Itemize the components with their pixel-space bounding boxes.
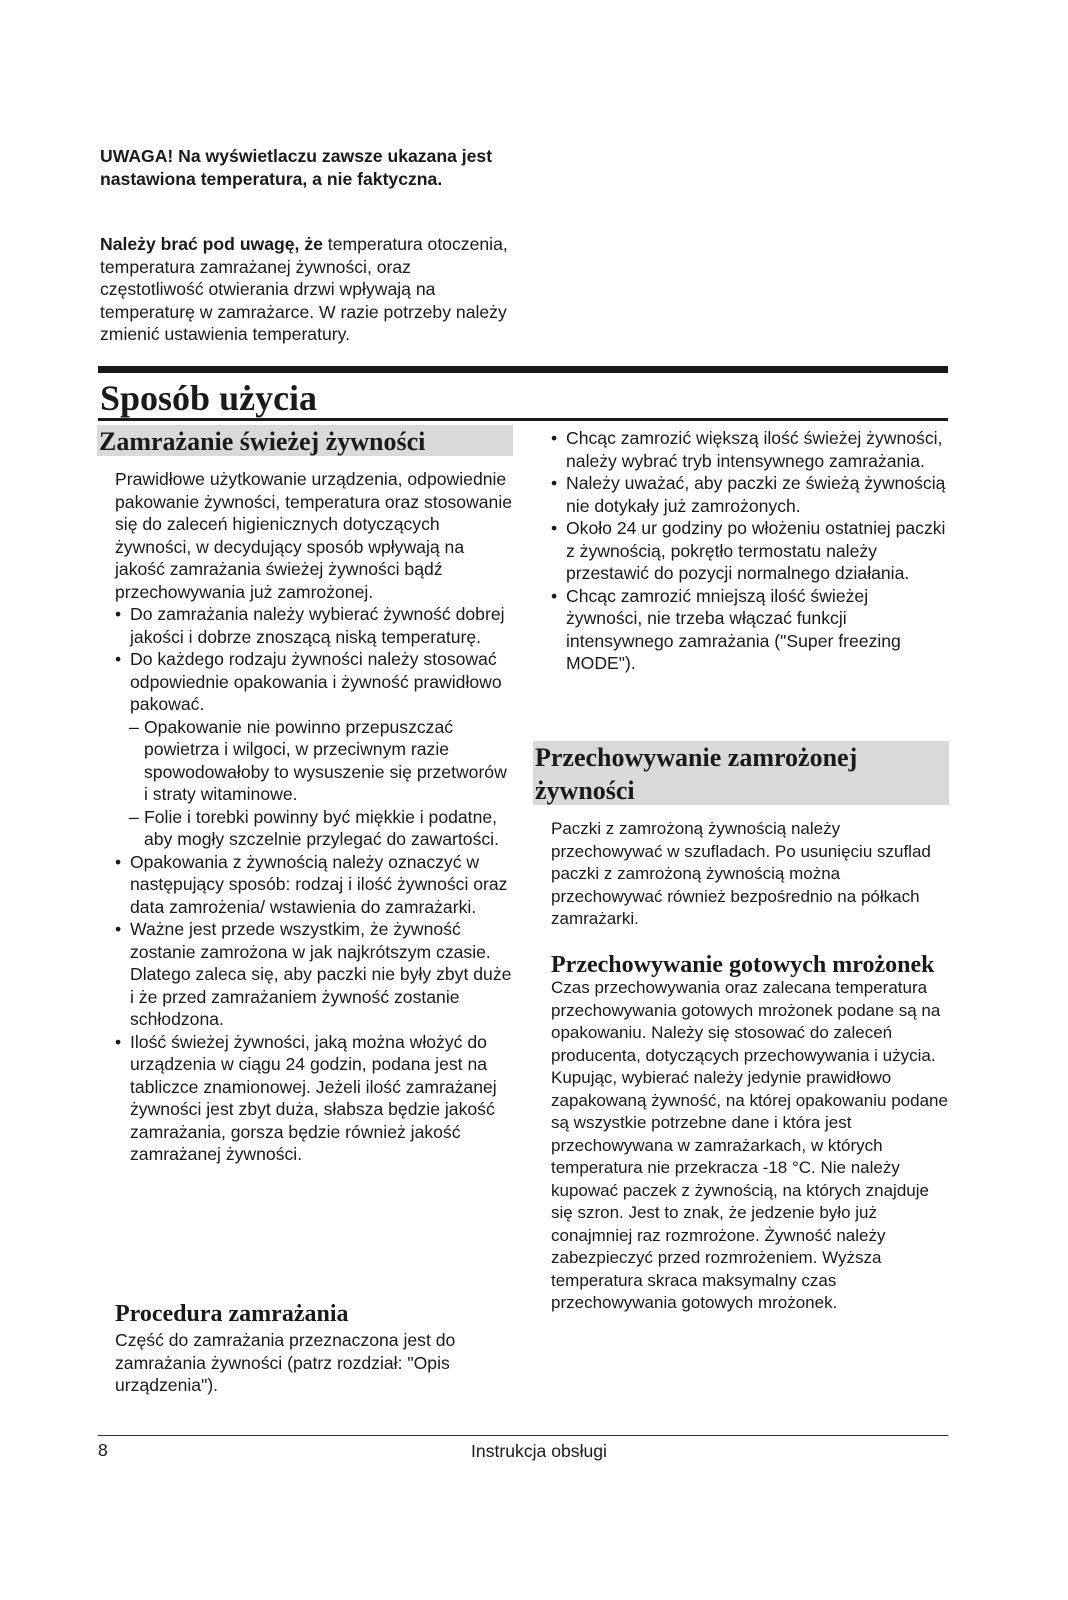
sub-list-item: – Folie i torebki powinny być miękkie i podatne, aby mogły szczelnie przylegać do zawartości.	[115, 806, 515, 851]
heading-frozen-food-storage: Przechowywanie zamrożonej żywności	[533, 741, 949, 805]
list-item: • Chcąc zamrozić mniejszą ilość świeżej żywności, nie trzeba włączać funkcji intensywnego zamrażania ("Super freezing MODE").	[551, 585, 948, 675]
fresh-food-intro: Prawidłowe użytkowanie urządzenia, odpowiednie pakowanie żywności, temperatura oraz stosowanie się do zaleceń higienicznych dotyczących żywności, w decydujący sposób wpływają na jakość zamrażania świeżej żywności bądź przechowywania już zamrożonej.	[115, 469, 513, 602]
page-number: 8	[98, 1440, 108, 1460]
right-tips-list	[551, 427, 948, 675]
list-item: • Opakowania z żywnością należy oznaczyć w następujący sposób: rodzaj i ilość żywności oraz data zamrożenia/ wstawienia do zamrażarki.	[115, 851, 515, 919]
left-column-body	[115, 468, 515, 1166]
warning-note: UWAGA! Na wyświetlaczu zawsze ukazana jest nastawiona temperatura, a nie faktyczna.	[100, 146, 493, 189]
freezing-procedure-text: Część do zamrażania przeznaczona jest do zamrażania żywności (patrz rozdział: "Opis urządzenia").	[115, 1330, 456, 1395]
heading-freezing-procedure: Procedura zamrażania	[115, 1301, 349, 1327]
section-top-rule	[98, 366, 948, 373]
heading-fresh-food-freezing: Zamrażanie świeżej żywności	[97, 425, 513, 456]
temperature-note-lead: Należy brać pod uwagę, że	[100, 234, 323, 254]
list-item: • Należy uważać, aby paczki ze świeżą żywnością nie dotykały już zamrożonych.	[551, 472, 948, 517]
list-item: • Ilość świeżej żywności, jaką można włożyć do urządzenia w ciągu 24 godzin, podana jest na tabliczce znamionowej. Jeżeli ilość zamrażanej żywności jest zbyt duża, słabsza będzie jakość zamrażania, gorsza będzie również jakość zamrażanej żywności.	[115, 1031, 515, 1166]
section-title-rule	[98, 418, 948, 421]
list-item: • Chcąc zamrozić większą ilość świeżej żywności, należy wybrać tryb intensywnego zamrażania.	[551, 427, 948, 472]
list-item-text: Do każdego rodzaju żywności należy stosować odpowiednie opakowania i żywność prawidłowo pakować.	[130, 649, 502, 714]
footer-rule	[98, 1435, 948, 1436]
heading-ready-frozen-storage: Przechowywanie gotowych mrożonek	[551, 952, 935, 978]
temperature-note	[100, 233, 510, 346]
frozen-storage-text: Paczki z zamrożoną żywnością należy przechowywać w szufladach. Po usunięciu szuflad paczki z zamrożoną żywnością można przechowywać również bezpośrednio na półkach zamrażarki.	[551, 819, 931, 928]
list-item: • Około 24 ur godziny po włożeniu ostatniej paczki z żywnością, pokrętło termostatu należy przestawić do pozycji normalnego działania.	[551, 517, 948, 585]
section-title: Sposób użycia	[100, 378, 318, 418]
sub-list-item: – Opakowanie nie powinno przepuszczać powietrza i wilgoci, w przeciwnym razie spowodowałoby to wysuszenie się przetworów i straty witaminowe.	[115, 716, 515, 806]
temperature-note-body: temperatura otoczenia, temperatura zamrażanej żywności, oraz częstotliwość otwierania drzwi wpływają na temperaturę w zamrażarce. W razie potrzeby należy zmienić ustawienia temperatury.	[100, 234, 508, 344]
freezing-tips-list	[115, 603, 515, 1166]
list-item: • Ważne jest przede wszystkim, że żywność zostanie zamrożona w jak najkrótszym czasie. Dlatego zaleca się, aby paczki nie były zbyt duże i że przed zamrażaniem żywność zostanie schłodzona.	[115, 918, 515, 1031]
ready-frozen-text: Czas przechowywania oraz zalecana temperatura przechowywania gotowych mrożonek podane są na opakowaniu. Należy się stosować do zaleceń producenta, dotyczących przechowywania i użycia. Kupując, wybierać należy jedynie prawidłowo zapakowaną żywność, na której opakowaniu podane są wszystkie potrzebne dane i która jest przechowywana w zamrażarkach, w których temperatura nie przekracza -18 °C. Nie należy kupować paczek z żywnością, na których znajduje się szron. Jest to znak, że jedzenie było już conajmniej raz rozmrożone. Żywność należy zabezpieczyć przed rozmrożeniem. Wyższa temperatura skraca maksymalny czas przechowywania gotowych mrożonek.	[551, 978, 948, 1312]
footer-title: Instrukcja obsługi	[471, 1441, 607, 1461]
list-item: • Do zamrażania należy wybierać żywność dobrej jakości i dobrze znoszącą niską temperaturę.	[115, 603, 515, 648]
list-item	[115, 648, 515, 716]
